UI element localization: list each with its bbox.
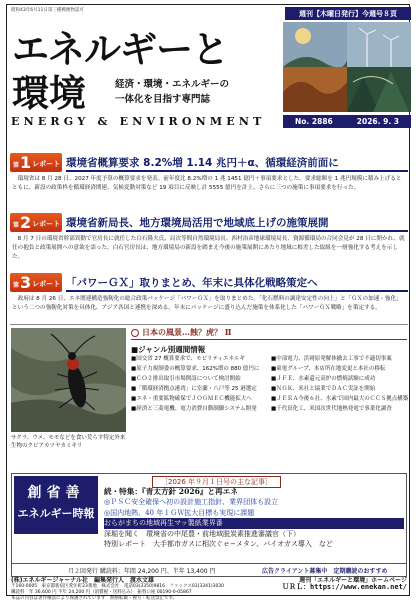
news-item[interactable]: ■千代田化工、米国次世代地熱発電で事業化調査 [271, 406, 392, 412]
bulletin-title-main: 創省善 [27, 485, 85, 501]
section-divider [10, 324, 408, 325]
bulletin-line[interactable]: ◎ＰＳＣ安全確保へ初の設計施工指針、業界団体も設立 [104, 498, 279, 507]
tagline-line-1: 経済・環境・エネルギーの [115, 79, 230, 90]
bulletin-line[interactable]: 深堀を聞く 環境省の中尾豊・前地域脱炭素推進審議官（下） [104, 529, 300, 538]
bulletin-line[interactable]: おらがまちの地域再生マッ製紙業界番 [104, 518, 404, 528]
publisher-info [11, 578, 271, 602]
bulletin-footer [12, 563, 406, 576]
beetle-photo [11, 328, 126, 432]
masthead-collage-image [283, 22, 411, 112]
page-footer [11, 577, 407, 601]
english-title: ENERGY & ENVIRONMENT [11, 115, 266, 128]
news-item[interactable]: ■ＪＦＥ、水素還元高炉の燃焼試験に成功 [271, 376, 376, 382]
publisher-address: 〒160-0005 東京都新宿区愛住町23番地 株式会社 電話03(3350)9816 ファックス03(3341)3030 [11, 584, 225, 589]
report-3-rule [66, 290, 408, 292]
homepage-label: 週刊「エネルギーと環境」ホームページ [299, 577, 407, 584]
bulletin-line[interactable]: ◎国内地熱、40 年１ＧＷ拡大目標も実現に課題 [104, 508, 255, 517]
report-1-rule [66, 170, 408, 172]
bulletin-ad-link[interactable]: 広告クライアント募集中 定期購読のおすすめ [262, 567, 388, 575]
publisher-name: (株)エネルギージャーナル社 編集発行人 渡水文雄 [11, 577, 154, 584]
bulletin-line[interactable]: 続・特集：『青太方針 2026』と再エネ [104, 487, 238, 496]
bulletin-line[interactable]: 特別レポート 大手都市ガスに相次ぐｅ−メタン、バイオガス導入 など [104, 540, 333, 549]
nature-heading: 日本の風景…蝕？虎？ Ⅱ [131, 327, 232, 338]
report-2 [10, 213, 408, 271]
masthead [7, 5, 411, 131]
news-item[interactable]: ■エネ・重要鉱物確保でＪＯＧＭＥＣ機能拡大へ [131, 396, 252, 402]
news-item[interactable]: ■東電グループ、本店所在地変更と本社の移転 [271, 366, 386, 372]
collage-illustration [283, 22, 411, 112]
tagline [115, 77, 229, 107]
news-item[interactable]: ■ＮＧＫ、米社と協業でＤＡＣ実証を開始 [271, 386, 376, 392]
news-item[interactable]: ■経済と三菱電機、電力消費自動制御システム開発 [131, 406, 257, 412]
report-2-body: 8 月 7 日の環境省幹部異動で官房長に就任した白石隆夫氏、局次等間自然環境局長、西村治彦地球環境局長、資源循環局の合同会見が 28 日に開かれ、就任の抱負と政策展開への意欲を語った。白石官房長は、地方環境局の新設を踏まえ今後の施策展開にあたり地域に根差した取組を一層強化する考えを示した。 [12, 236, 405, 260]
report-1-headline[interactable]: 環境省概算要求 8.2%増 1.14 兆円＋α、循環経済前面に [66, 157, 339, 169]
bulletin-contents [104, 487, 404, 549]
issue-bar [283, 115, 411, 128]
circle-bullet-icon [131, 329, 139, 337]
report-3-headline[interactable]: 「パワーＧＸ」取りまとめ、年末に具体化戦略策定へ [66, 277, 318, 289]
bulletin-title-sub: エネルギー時報 [17, 507, 95, 520]
report-2-rule [66, 230, 408, 232]
news-item[interactable]: ■原子力規制委の概算要求、162%増の 880 億円に [131, 366, 260, 372]
report-1 [10, 153, 408, 205]
homepage-url[interactable]: ＵＲＬ：https://www.enekan.net/ [282, 583, 407, 591]
report-2-badge: 第 2 レポート [10, 213, 62, 232]
nature-rule [131, 339, 407, 340]
report-2-headline[interactable]: 環境省新局長、地方環境局活用で地域底上げの施策展開 [66, 217, 329, 229]
bulletin-subscription-info: 月２回発行 購読料：年間 24,200 円、半年 13,400 円 [68, 567, 216, 575]
subscription-price: 購読料 年 36,600 円 半年 24,200 円（消費税・送料込み） 振替口座 00190-0-05867 [11, 590, 192, 595]
report-1-badge: 第 1 レポート [10, 153, 62, 172]
news-item[interactable]: ■国交省 27 概算要求で、モビリティエネルギ [131, 356, 246, 362]
copyright-note: 本誌の内容は著作権法により保護されています 無断転載・複写・転送禁止です。 [11, 596, 178, 601]
report-1-body: 環境省は 8 月 28 日、2027 年度予算の概算要求を発表。前年度比 8.2%増の 1 兆 1451 億円＋事項要求とした。要求総額を 1 兆円規模に積み上げるとともに、新設の政策枠を循環経済関連、気候変動対策など 19 項目に反映し計 5555 億円を計上、さらに三つの施策に事項要求を行った。 [12, 176, 402, 191]
newsletter-page [6, 4, 410, 601]
bulletin-title-block [14, 476, 98, 534]
title-line-1: エネルギーと [12, 27, 228, 71]
energy-bulletin-box [11, 473, 407, 577]
news-item[interactable]: ■ＪＥＲＡ今後６社、水素で国内最大のＣＣＳ拠点構築 [271, 396, 409, 402]
bulletin-contents-heading: ［2026 年９月１日号の主な記事］ [152, 476, 281, 488]
news-item[interactable]: ■ＣＯ２排出取引市場開設について検討開始 [131, 376, 241, 382]
beetle-illustration [11, 328, 126, 432]
news-item[interactable]: ■中部電力、浜岡原発解体撤去工事で不適切事案 [271, 356, 392, 362]
issue-number: No. 2886 [295, 117, 333, 126]
genre-heading: ■ジャンル別週間情報 [131, 345, 206, 354]
news-item[interactable]: ■「循環経済拠点港湾」に室蘭・八戸等 25 港選定 [131, 386, 257, 392]
title-line-2: 環境 [12, 71, 86, 115]
publication-frequency: 週刊【木曜日発行】今週号８頁 [285, 7, 411, 20]
homepage-info [271, 578, 407, 590]
beetle-caption: サクラ、ウメ、モモなどを食い荒らす特定外来生物のクビアカツヤカミキリ [11, 435, 126, 449]
tagline-line-2: 一体化を目指す専門誌 [115, 94, 211, 105]
report-3-body: 政府は 8 月 26 日、エネ関連構造強靭化の総合政策パッケージ「パワーＧＸ」を取りまとめた。「化石燃料の調達安定性の向上」と「ＧＸの加速・強化」という二つの強靭化対策を具体化、アジア各国と連携を深める。年末にパッケージに盛り込んだ施策を体系化した「パワーＧＸ戦略」を策定する。 [12, 296, 402, 311]
issue-date: 2026. 9. 3 [356, 117, 399, 126]
registration-note: 昭和43年6月11日第三種郵便物認可 [11, 8, 84, 13]
report-3-badge: 第 3 レポート [10, 273, 62, 292]
report-3 [10, 273, 408, 323]
